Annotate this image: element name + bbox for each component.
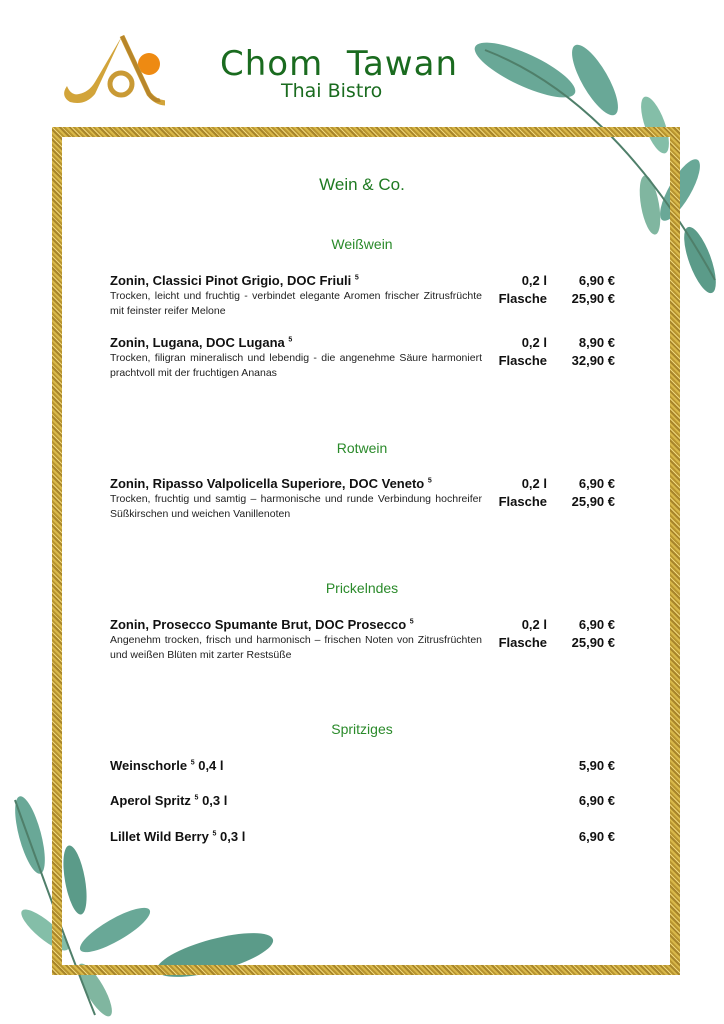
- price: 25,90 €: [571, 494, 615, 509]
- section-heading: Spritziges: [331, 721, 393, 737]
- item-name: Aperol Spritz $^5$ 0,3 l: [110, 793, 228, 808]
- item-description: Trocken, filigran mineralisch und lebendig - die angenehme Säure harmoniert prachtvoll mit der fruchtigen Ananas: [110, 352, 482, 379]
- item-description: Trocken, fruchtig und samtig – harmonische und runde Verbindung hochreifer Süßkirschen und weichen Vanillenoten: [110, 493, 482, 520]
- restaurant-subtitle: Thai Bistro: [281, 80, 383, 102]
- item-name: Zonin, Ripasso Valpolicella Superiore, DOC Veneto $^5$: [110, 476, 432, 491]
- price: 6,90 €: [578, 829, 615, 844]
- volume: Flasche: [498, 635, 547, 650]
- section-heading: Prickelndes: [325, 580, 399, 596]
- menu-item: [110, 335, 615, 381]
- menu-item: [110, 617, 615, 663]
- item-description: Angenehm trocken, frisch und harmonisch – frischen Noten von Zitrusfrüchten und weißen Blüten mit zarter Restsüße: [110, 634, 482, 661]
- price: 6,90 €: [578, 273, 615, 288]
- price: 8,90 €: [578, 335, 615, 350]
- price: 6,90 €: [578, 793, 615, 808]
- volume: 0,2 l: [521, 335, 547, 350]
- menu-item: [110, 793, 615, 808]
- volume: Flasche: [498, 494, 547, 509]
- volume: 0,2 l: [521, 273, 547, 288]
- volume: Flasche: [498, 291, 547, 306]
- price: 6,90 €: [578, 476, 615, 491]
- menu-item: [110, 273, 615, 319]
- price: 25,90 €: [571, 635, 615, 650]
- volume: Flasche: [498, 353, 547, 368]
- restaurant-name: Chom Tawan: [220, 44, 458, 84]
- menu-item: [110, 829, 615, 844]
- section-heading: Rotwein: [336, 440, 388, 456]
- volume: 0,2 l: [521, 476, 547, 491]
- section-heading: Weißwein: [331, 236, 393, 252]
- item-name: Zonin, Classici Pinot Grigio, DOC Friuli $^5$: [110, 273, 359, 288]
- price: 6,90 €: [578, 617, 615, 632]
- item-name: Weinschorle $^5$ 0,4 l: [110, 758, 224, 773]
- menu-item: [110, 758, 615, 773]
- volume: 0,2 l: [521, 617, 547, 632]
- price: 25,90 €: [571, 291, 615, 306]
- price: 5,90 €: [578, 758, 615, 773]
- logo-icon: [55, 34, 165, 112]
- item-name: Zonin, Prosecco Spumante Brut, DOC Prosecco $^5$: [110, 617, 414, 632]
- price: 32,90 €: [571, 353, 615, 368]
- item-name: Zonin, Lugana, DOC Lugana $^5$: [110, 335, 293, 350]
- item-description: Trocken, leicht und fruchtig - verbindet elegante Aromen frischer Zitrusfrüchte mit feinster reifer Melone: [110, 290, 482, 317]
- item-name: Lillet Wild Berry $^5$ 0,3 l: [110, 829, 246, 844]
- page-title: Wein & Co.: [319, 175, 405, 194]
- gold-frame: [52, 127, 680, 975]
- menu-item: [110, 476, 615, 522]
